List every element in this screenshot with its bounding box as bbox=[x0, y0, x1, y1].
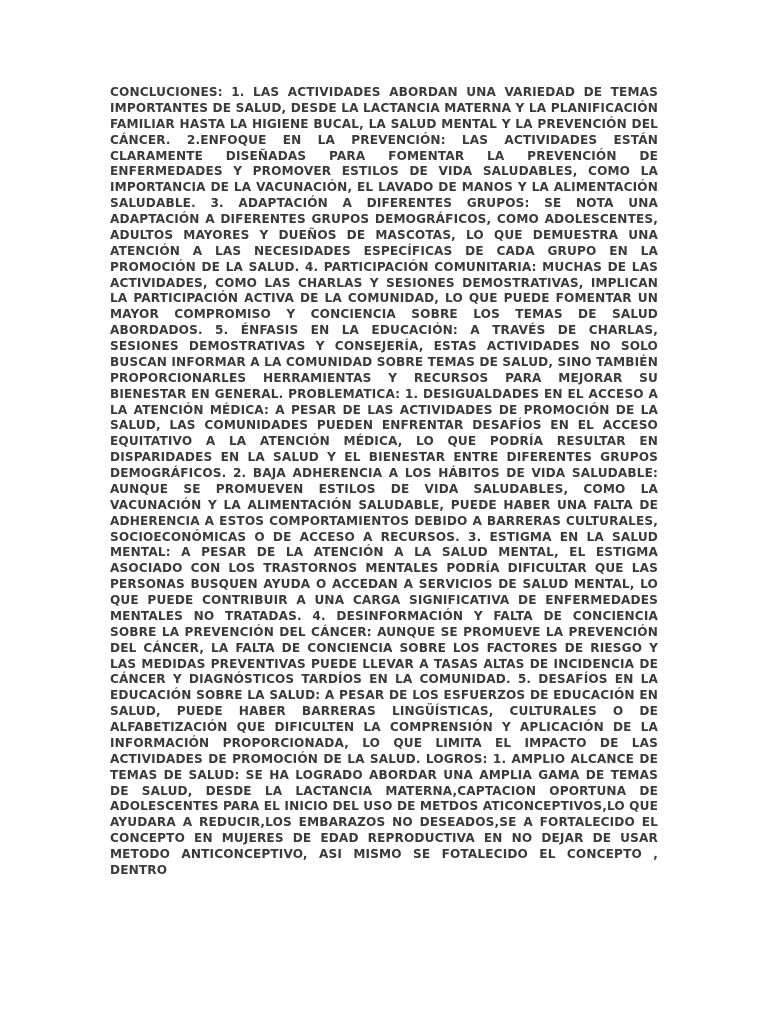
body-text: CONCLUCIONES: 1. LAS ACTIVIDADES ABORDAN UNA VARIEDAD DE TEMAS IMPORTANTES DE SALUD, DESDE LA LACTANCIA MATERNA Y LA PLANIFICACIÓN FAMILIAR HASTA LA HIGIENE BUCAL, LA SALUD MENTAL Y LA PREVENCIÓN DEL CÁNCER. 2.ENFOQUE EN LA PREVENCIÓN: LAS ACTIVIDADES ESTÁN CLARAMENTE DISEÑADAS PARA FOMENTAR LA PREVENCIÓN DE ENFERMEDADES Y PROMOVER ESTILOS DE VIDA SALUDABLES, COMO LA IMPORTANCIA DE LA VACUNACIÓN, EL LAVADO DE MANOS Y LA ALIMENTACIÓN SALUDABLE. 3. ADAPTACIÓN A DIFERENTES GRUPOS: SE NOTA UNA ADAPTACIÓN A DIFERENTES GRUPOS DEMOGRÁFICOS, COMO ADOLESCENTES, ADULTOS MAYORES Y DUEÑOS DE MASCOTAS, LO QUE DEMUESTRA UNA ATENCIÓN A LAS NECESIDADES ESPECÍFICAS DE CADA GRUPO EN LA PROMOCIÓN DE LA SALUD. 4. PARTICIPACIÓN COMUNITARIA: MUCHAS DE LAS ACTIVIDADES, COMO LAS CHARLAS Y SESIONES DEMOSTRATIVAS, IMPLICAN LA PARTICIPACIÓN ACTIVA DE LA COMUNIDAD, LO QUE PUEDE FOMENTAR UN MAYOR COMPROMISO Y CONCIENCIA SOBRE LOS TEMAS DE SALUD ABORDADOS. 5. ÉNFASIS EN LA EDUCACIÓN: A TRAVÉS DE CHARLAS, SESIONES DEMOSTRATIVAS Y CONSEJERÍA, ESTAS ACTIVIDADES NO SOLO BUSCAN INFORMAR A LA COMUNIDAD SOBRE TEMAS DE SALUD, SINO TAMBIÉN PROPORCIONARLES HERRAMIENTAS Y RECURSOS PARA MEJORAR SU BIENESTAR EN GENERAL. PROBLEMATICA: 1. DESIGUALDADES EN EL ACCESO A LA ATENCIÓN MÉDICA: A PESAR DE LAS ACTIVIDADES DE PROMOCIÓN DE LA SALUD, LAS COMUNIDADES PUEDEN ENFRENTAR DESAFÍOS EN EL ACCESO EQUITATIVO A LA ATENCIÓN MÉDICA, LO QUE PODRÍA RESULTAR EN DISPARIDADES EN LA SALUD Y EL BIENESTAR ENTRE DIFERENTES GRUPOS DEMOGRÁFICOS. 2. BAJA ADHERENCIA A LOS HÁBITOS DE VIDA SALUDABLE: AUNQUE SE PROMUEVEN ESTILOS DE VIDA SALUDABLES, COMO LA VACUNACIÓN Y LA ALIMENTACIÓN SALUDABLE, PUEDE HABER UNA FALTA DE ADHERENCIA A ESTOS COMPORTAMIENTOS DEBIDO A BARRERAS CULTURALES, SOCIOECONÓMICAS O DE ACCESO A RECURSOS. 3. ESTIGMA EN LA SALUD MENTAL: A PESAR DE LA ATENCIÓN A LA SALUD MENTAL, EL ESTIGMA ASOCIADO CON LOS TRASTORNOS MENTALES PODRÍA DIFICULTAR QUE LAS PERSONAS BUSQUEN AYUDA O ACCEDAN A SERVICIOS DE SALUD MENTAL, LO QUE PUEDE CONTRIBUIR A UNA CARGA SIGNIFICATIVA DE ENFERMEDADES MENTALES NO TRATADAS. 4. DESINFORMACIÓN Y FALTA DE CONCIENCIA SOBRE LA PREVENCIÓN DEL CÁNCER: AUNQUE SE PROMUEVE LA PREVENCIÓN DEL CÁNCER, LA FALTA DE CONCIENCIA SOBRE LOS FACTORES DE RIESGO Y LAS MEDIDAS PREVENTIVAS PUEDE LLEVAR A TASAS ALTAS DE INCIDENCIA DE CÁNCER Y DIAGNÓSTICOS TARDÍOS EN LA COMUNIDAD. 5. DESAFÍOS EN LA EDUCACIÓN SOBRE LA SALUD: A PESAR DE LOS ESFUERZOS DE EDUCACIÓN EN SALUD, PUEDE HABER BARRERAS LINGÜÍSTICAS, CULTURALES O DE ALFABETIZACIÓN QUE DIFICULTEN LA COMPRENSIÓN Y APLICACIÓN DE LA INFORMACIÓN PROPORCIONADA, LO QUE LIMITA EL IMPACTO DE LAS ACTIVIDADES DE PROMOCIÓN DE LA SALUD. LOGROS: 1. AMPLIO ALCANCE DE TEMAS DE SALUD: SE HA LOGRADO ABORDAR UNA AMPLIA GAMA DE TEMAS DE SALUD, DESDE LA LACTANCIA MATERNA,CAPTACION OPORTUNA DE ADOLESCENTES PARA EL INICIO DEL USO DE METDOS ATICONCEPTIVOS,LO QUE AYUDARA A REDUCIR,LOS EMBARAZOS NO DESEADOS,SE A FORTALECIDO EL CONCEPTO EN MUJERES DE EDAD REPRODUCTIVA EN NO DEJAR DE USAR METODO ANTICONCEPTIVO, ASI MISMO SE FOTALECIDO EL CONCEPTO , DENTRO bbox=[110, 85, 658, 877]
